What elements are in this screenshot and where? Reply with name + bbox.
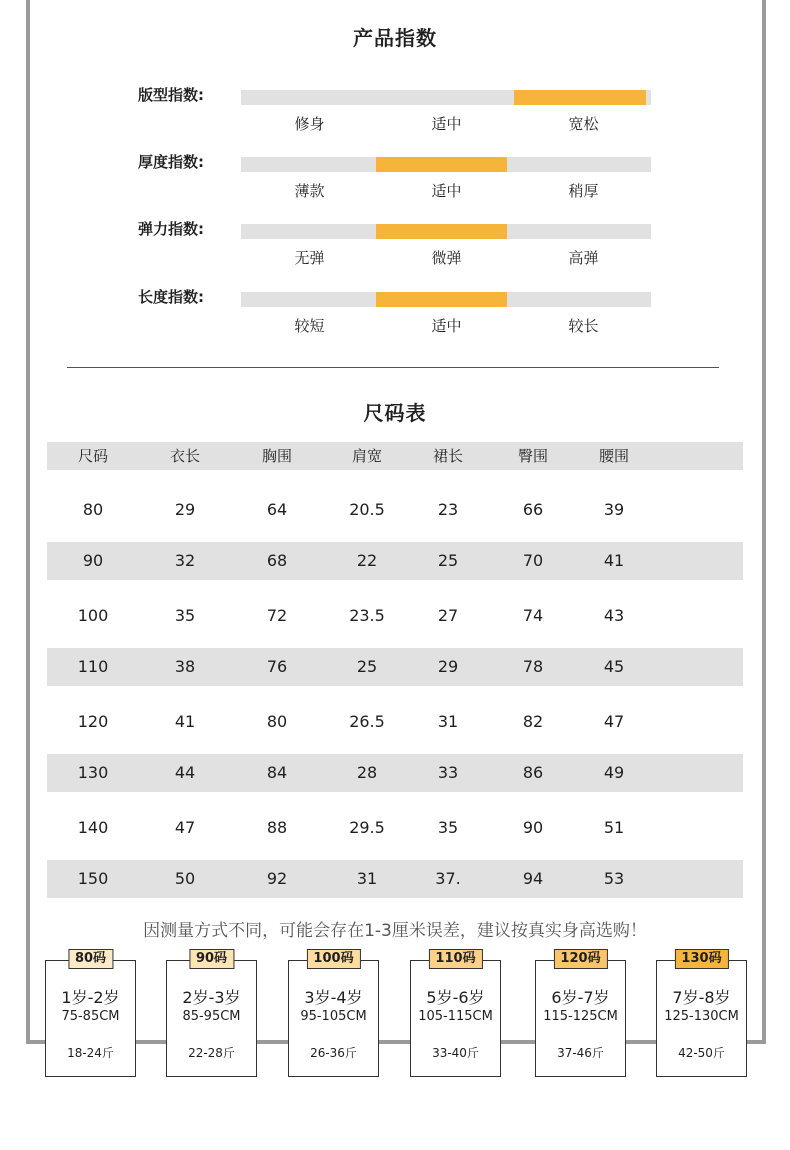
table-cell: 72 [266,606,288,625]
size-card-tag: 90码 [189,949,234,969]
size-card [656,951,747,1077]
size-card-weight: 33-40斤 [432,1046,479,1060]
table-row [47,648,743,686]
index-bar [241,292,651,307]
table-cell: 26.5 [349,712,385,731]
table-cell: 53 [603,869,625,888]
table-row [47,682,743,754]
table-cell: 38 [174,657,196,676]
index-option: 稍厚 [568,182,599,200]
table-cell: 82 [522,712,544,731]
size-card-age: 3岁-4岁 [304,988,363,1007]
table-cell: 90 [522,818,544,837]
size-card-age: 1岁-2岁 [61,988,120,1007]
table-header-cell: 衣长 [169,447,200,465]
table-cell: 39 [603,500,625,519]
table-cell: 50 [174,869,196,888]
table-cell: 70 [522,551,544,570]
table-cell: 47 [603,712,625,731]
size-card [45,951,136,1077]
table-cell: 130 [77,763,109,782]
table-cell: 64 [266,500,288,519]
table-cell: 31 [437,712,459,731]
size-card [288,951,379,1077]
size-card-weight: 37-46斤 [557,1046,604,1060]
table-cell: 45 [603,657,625,676]
table-cell: 120 [77,712,109,731]
table-cell: 150 [77,869,109,888]
table-cell: 32 [174,551,196,570]
section-divider [67,367,719,368]
table-cell: 35 [174,606,196,625]
index-row [0,86,790,140]
size-card-age: 6岁-7岁 [551,988,610,1007]
table-cell: 51 [603,818,625,837]
index-bar [241,90,651,105]
index-row [0,153,790,207]
table-header-cell: 胸围 [261,447,292,465]
index-label: 厚度指数: [138,153,204,171]
table-cell: 90 [82,551,104,570]
size-card-weight: 42-50斤 [678,1046,725,1060]
table-cell: 41 [603,551,625,570]
frame-bottom-border [26,1040,766,1044]
table-cell: 44 [174,763,196,782]
table-cell: 78 [522,657,544,676]
table-cell: 29.5 [349,818,385,837]
table-cell: 43 [603,606,625,625]
size-card [166,951,257,1077]
size-card-tag: 130码 [674,949,728,969]
table-cell: 23.5 [349,606,385,625]
size-card-height: 125-130CM [664,1009,739,1024]
table-cell: 29 [174,500,196,519]
index-option: 无弹 [294,249,325,267]
table-cell: 100 [77,606,109,625]
table-row [47,470,743,542]
table-cell: 88 [266,818,288,837]
index-bar [241,157,651,172]
index-option: 适中 [431,115,462,133]
index-option: 较短 [294,317,325,335]
table-header-row [47,442,743,470]
index-option: 薄款 [294,182,325,200]
table-header-cell: 腰围 [598,447,629,465]
table-cell: 76 [266,657,288,676]
table-row [47,788,743,860]
table-cell: 35 [437,818,459,837]
index-bar-fill [376,292,507,307]
index-bar-fill [376,157,507,172]
size-card [410,951,501,1077]
size-card-tag: 120码 [553,949,607,969]
table-cell: 86 [522,763,544,782]
size-card-weight: 18-24斤 [67,1046,114,1060]
table-cell: 20.5 [349,500,385,519]
size-table [47,442,743,888]
table-cell: 25 [356,657,378,676]
size-card-height: 115-125CM [543,1009,618,1024]
table-cell: 41 [174,712,196,731]
table-cell: 140 [77,818,109,837]
index-row [0,220,790,274]
index-label: 版型指数: [138,86,204,104]
index-label: 弹力指数: [138,220,204,238]
index-option: 较长 [568,317,599,335]
table-header-cell: 尺码 [77,447,108,465]
table-cell: 92 [266,869,288,888]
table-cell: 37. [435,869,461,888]
table-cell: 84 [266,763,288,782]
table-cell: 49 [603,763,625,782]
table-cell: 31 [356,869,378,888]
table-cell: 74 [522,606,544,625]
index-option: 修身 [294,115,325,133]
size-table-title: 尺码表 [363,401,427,425]
size-card-height: 75-85CM [61,1009,120,1024]
index-bar [241,224,651,239]
size-card-tag: 80码 [68,949,113,969]
size-card [535,951,626,1077]
table-header-cell: 肩宽 [351,447,382,465]
size-card-weight: 22-28斤 [188,1046,235,1060]
table-row [47,542,743,580]
table-cell: 47 [174,818,196,837]
size-card-height: 85-95CM [182,1009,241,1024]
size-card-height: 105-115CM [418,1009,493,1024]
table-cell: 25 [437,551,459,570]
table-cell: 80 [82,500,104,519]
index-option: 微弹 [431,249,462,267]
size-card-tag: 110码 [428,949,482,969]
table-cell: 27 [437,606,459,625]
product-index-title: 产品指数 [353,26,437,50]
size-card-age: 7岁-8岁 [672,988,731,1007]
size-card-age: 2岁-3岁 [182,988,241,1007]
table-row [47,754,743,792]
index-label: 长度指数: [138,288,204,306]
table-cell: 23 [437,500,459,519]
index-bar-fill [514,90,646,105]
table-cell: 80 [266,712,288,731]
table-row [47,576,743,648]
index-bar-fill [376,224,507,239]
table-header-cell: 裙长 [432,447,463,465]
size-card-tag: 100码 [306,949,360,969]
index-option: 适中 [431,317,462,335]
table-cell: 66 [522,500,544,519]
measurement-note: 因测量方式不同，可能会存在1-3厘米误差，建议按真实身高选购！ [143,921,647,941]
size-card-height: 95-105CM [300,1009,367,1024]
table-cell: 33 [437,763,459,782]
table-cell: 22 [356,551,378,570]
table-cell: 110 [77,657,109,676]
table-cell: 29 [437,657,459,676]
index-option: 高弹 [568,249,599,267]
size-card-weight: 26-36斤 [310,1046,357,1060]
index-option: 宽松 [568,115,599,133]
table-cell: 68 [266,551,288,570]
index-row [0,288,790,342]
table-cell: 28 [356,763,378,782]
index-option: 适中 [431,182,462,200]
size-card-age: 5岁-6岁 [426,988,485,1007]
table-row [47,860,743,898]
table-cell: 94 [522,869,544,888]
table-header-cell: 臀围 [517,447,548,465]
